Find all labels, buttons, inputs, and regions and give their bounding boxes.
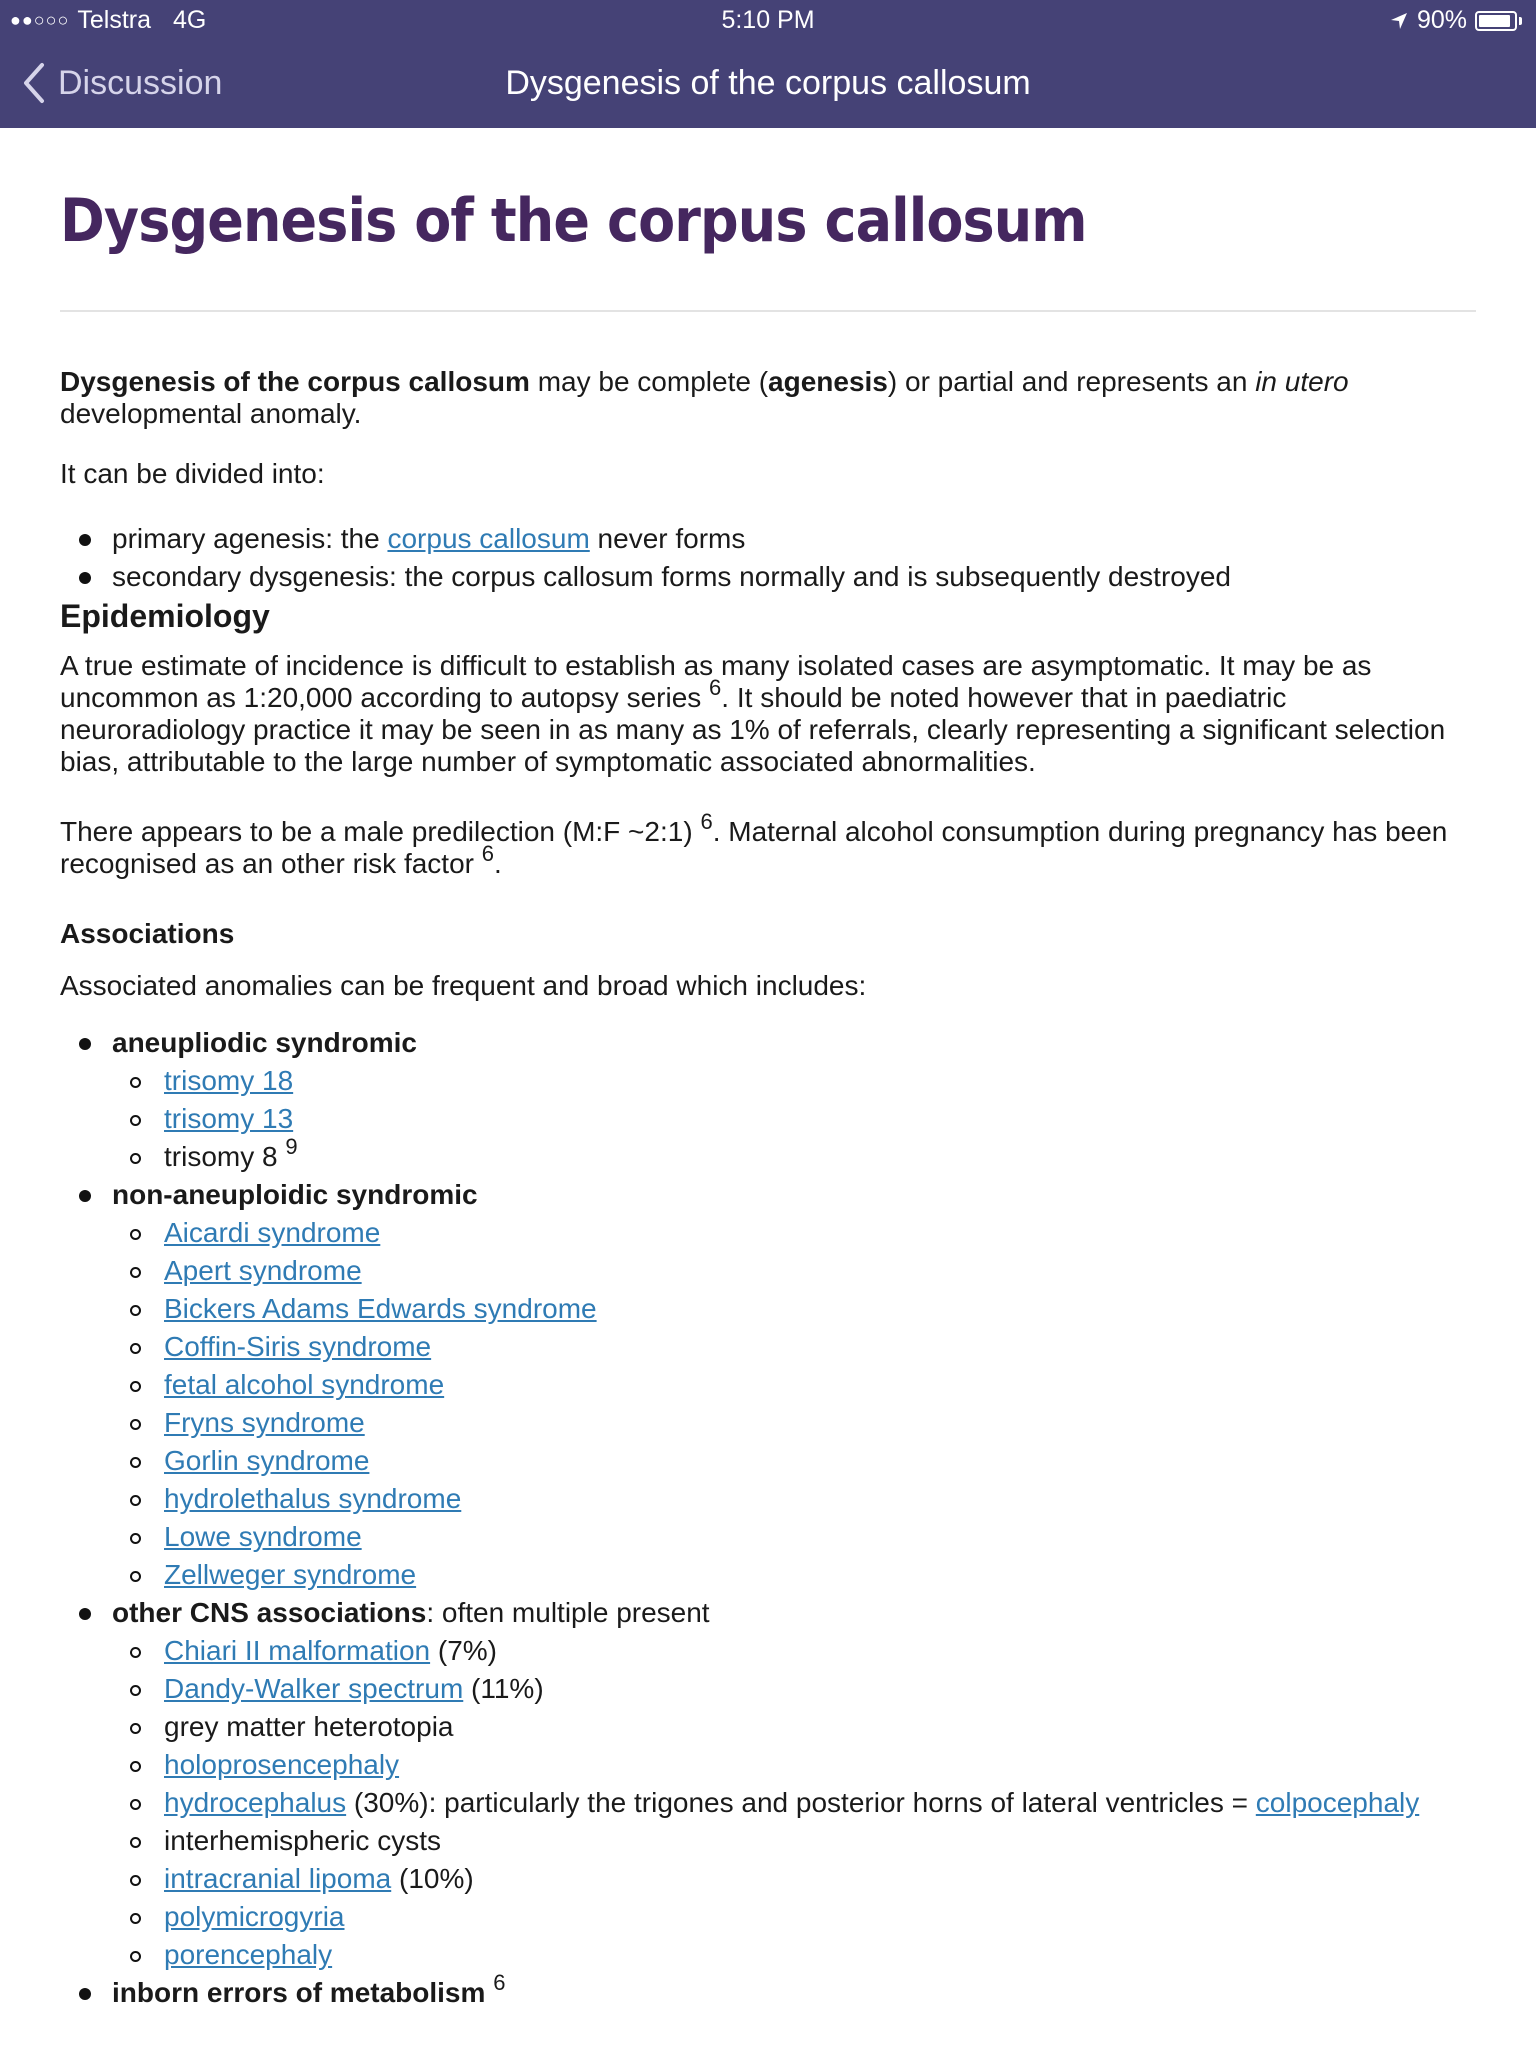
chiari-ii-link[interactable]: Chiari II malformation: [164, 1635, 431, 1666]
battery-percent: 90%: [1416, 6, 1467, 34]
signal-strength-icon: ●●○○○: [10, 10, 70, 30]
type-prefix: primary agenesis: the: [112, 523, 388, 554]
list-item: [60, 1822, 1476, 1860]
list-item: [60, 1404, 1476, 1442]
list-item: [60, 1936, 1476, 1974]
list-item: [60, 1214, 1476, 1252]
zellweger-syndrome-link[interactable]: Zellweger syndrome: [164, 1559, 417, 1590]
list-item: [60, 1290, 1476, 1328]
list-item: [60, 1670, 1476, 1708]
apert-syndrome-link[interactable]: Apert syndrome: [164, 1255, 362, 1286]
hydrocephalus-link[interactable]: hydrocephalus: [164, 1787, 347, 1818]
epi-text-1b: . It should be noted however that in paediatric neuroradiology practice it may be seen in as many as 1% of referrals, clearly representing a significant selection bias, attributable to the large number of symptomatic associated abnormalities.: [60, 682, 1446, 777]
hydrocephalus-text: (30%): particularly the trigones and posterior horns of lateral ventricles =: [346, 1787, 1256, 1818]
chiari-percent: (7%): [430, 1635, 497, 1666]
aneuploidic-label: aneupliodic syndromic: [112, 1027, 417, 1058]
epidemiology-paragraph-1: [60, 650, 1476, 778]
lowe-syndrome-link[interactable]: Lowe syndrome: [164, 1521, 362, 1552]
type-text: secondary dysgenesis: the corpus callosum forms normally and is subsequently destroyed: [112, 561, 1232, 592]
list-item: [60, 1594, 1476, 1974]
associations-heading: Associations: [60, 918, 235, 949]
location-arrow-icon: [1389, 11, 1409, 31]
divided-into-text: It can be divided into:: [60, 458, 325, 489]
list-item: [60, 1518, 1476, 1556]
epi-text-1a: A true estimate of incidence is difficult to establish as many isolated cases are asymptomatic. It may be as uncommon as 1:20,000 according to autopsy series: [60, 650, 1372, 713]
dandy-percent: (11%): [463, 1673, 544, 1704]
reference-6[interactable]: 6: [700, 808, 713, 834]
back-label: Discussion: [58, 63, 223, 102]
list-item: [60, 1366, 1476, 1404]
list-item: [60, 1480, 1476, 1518]
battery-nub: [1519, 17, 1522, 25]
reference-6[interactable]: 6: [493, 1969, 506, 1995]
epi-text-2b: . Maternal alcohol consumption during pregnancy has been recognised as an other risk factor: [60, 816, 1448, 879]
list-item: [60, 1442, 1476, 1480]
dandy-walker-link[interactable]: Dandy-Walker spectrum: [164, 1673, 464, 1704]
interhemispheric-text: interhemispheric cysts: [164, 1825, 441, 1856]
list-item: [60, 1328, 1476, 1366]
types-list: [60, 520, 1476, 596]
reference-6[interactable]: 6: [709, 674, 722, 700]
fryns-syndrome-link[interactable]: Fryns syndrome: [164, 1407, 365, 1438]
intro-bold-term: Dysgenesis of the corpus callosum: [60, 366, 530, 397]
grey-matter-text: grey matter heterotopia: [164, 1711, 454, 1742]
associations-list: [60, 1024, 1476, 2012]
colpocephaly-link[interactable]: colpocephaly: [1255, 1787, 1420, 1818]
corpus-callosum-link[interactable]: corpus callosum: [387, 523, 590, 554]
list-item: [60, 1969, 1476, 2012]
epidemiology-heading: Epidemiology: [60, 598, 270, 634]
list-item: [60, 1860, 1476, 1898]
type-suffix: never forms: [589, 523, 746, 554]
bickers-adams-edwards-syndrome-link[interactable]: Bickers Adams Edwards syndrome: [164, 1293, 597, 1324]
aicardi-syndrome-link[interactable]: Aicardi syndrome: [164, 1217, 381, 1248]
intro-text-1: may be complete (: [529, 366, 769, 397]
list-item: [60, 1556, 1476, 1594]
epidemiology-paragraph-2: [60, 808, 1476, 880]
polymicrogyria-link[interactable]: polymicrogyria: [164, 1901, 345, 1932]
list-item: [60, 1898, 1476, 1936]
list-item: [60, 1784, 1476, 1822]
lipoma-percent: (10%): [391, 1863, 474, 1894]
list-item: [60, 1024, 1476, 1176]
intro-italic: in utero: [1255, 366, 1349, 397]
cns-label: other CNS associations: [112, 1597, 427, 1628]
inborn-errors-label: inborn errors of metabolism: [112, 1977, 486, 2008]
navigation-bar: [0, 42, 1536, 128]
trisomy-18-link[interactable]: trisomy 18: [164, 1065, 294, 1096]
hydrolethalus-syndrome-link[interactable]: hydrolethalus syndrome: [164, 1483, 462, 1514]
list-item: [60, 520, 1476, 558]
network-type: 4G: [173, 6, 207, 34]
reference-9[interactable]: 9: [285, 1133, 298, 1159]
list-item: [60, 1133, 1476, 1176]
gorlin-syndrome-link[interactable]: Gorlin syndrome: [164, 1445, 370, 1476]
epi-text-2c: .: [494, 848, 502, 879]
holoprosencephaly-link[interactable]: holoprosencephaly: [164, 1749, 400, 1780]
intro-paragraph: [60, 366, 1476, 430]
status-time: 5:10 PM: [721, 6, 815, 34]
epi-text-2a: There appears to be a male predilection (M:F ~2:1): [60, 816, 701, 847]
intro-bold-agenesis: agenesis: [768, 366, 888, 397]
list-item: [60, 1176, 1476, 1594]
list-item: [60, 1632, 1476, 1670]
list-item: [60, 1746, 1476, 1784]
nav-title: Dysgenesis of the corpus callosum: [505, 64, 1031, 102]
battery-group: [1389, 6, 1522, 35]
title-divider: [60, 310, 1476, 312]
fetal-alcohol-syndrome-link[interactable]: fetal alcohol syndrome: [164, 1369, 445, 1400]
non-aneuploidic-label: non-aneuploidic syndromic: [112, 1179, 478, 1210]
list-item: [60, 1100, 1476, 1138]
aneuploidic-sublist: [112, 1062, 1476, 1176]
list-item: [60, 1708, 1476, 1746]
porencephaly-link[interactable]: porencephaly: [164, 1939, 333, 1970]
list-item: [60, 558, 1476, 596]
intracranial-lipoma-link[interactable]: intracranial lipoma: [164, 1863, 392, 1894]
list-item: [60, 1062, 1476, 1100]
carrier-name: Telstra: [77, 6, 152, 34]
intro-text-3: developmental anomaly.: [60, 398, 362, 429]
reference-6[interactable]: 6: [481, 840, 495, 866]
cns-suffix: : often multiple present: [426, 1597, 710, 1628]
non-aneuploidic-sublist: [112, 1214, 1476, 1594]
article-body: [60, 366, 1476, 2012]
trisomy-13-link[interactable]: trisomy 13: [164, 1103, 294, 1134]
coffin-siris-syndrome-link[interactable]: Coffin-Siris syndrome: [164, 1331, 432, 1362]
status-bar: [0, 0, 1536, 42]
battery-icon: [1475, 11, 1517, 31]
cns-sublist: [112, 1632, 1476, 1974]
trisomy-8-text: trisomy 8: [164, 1141, 278, 1172]
list-item: [60, 1252, 1476, 1290]
battery-fill: [1479, 15, 1510, 27]
associations-intro: Associated anomalies can be frequent and broad which includes:: [60, 970, 867, 1001]
intro-text-2: ) or partial and represents an: [887, 366, 1256, 397]
page-title: Dysgenesis of the corpus callosum: [60, 186, 1087, 256]
